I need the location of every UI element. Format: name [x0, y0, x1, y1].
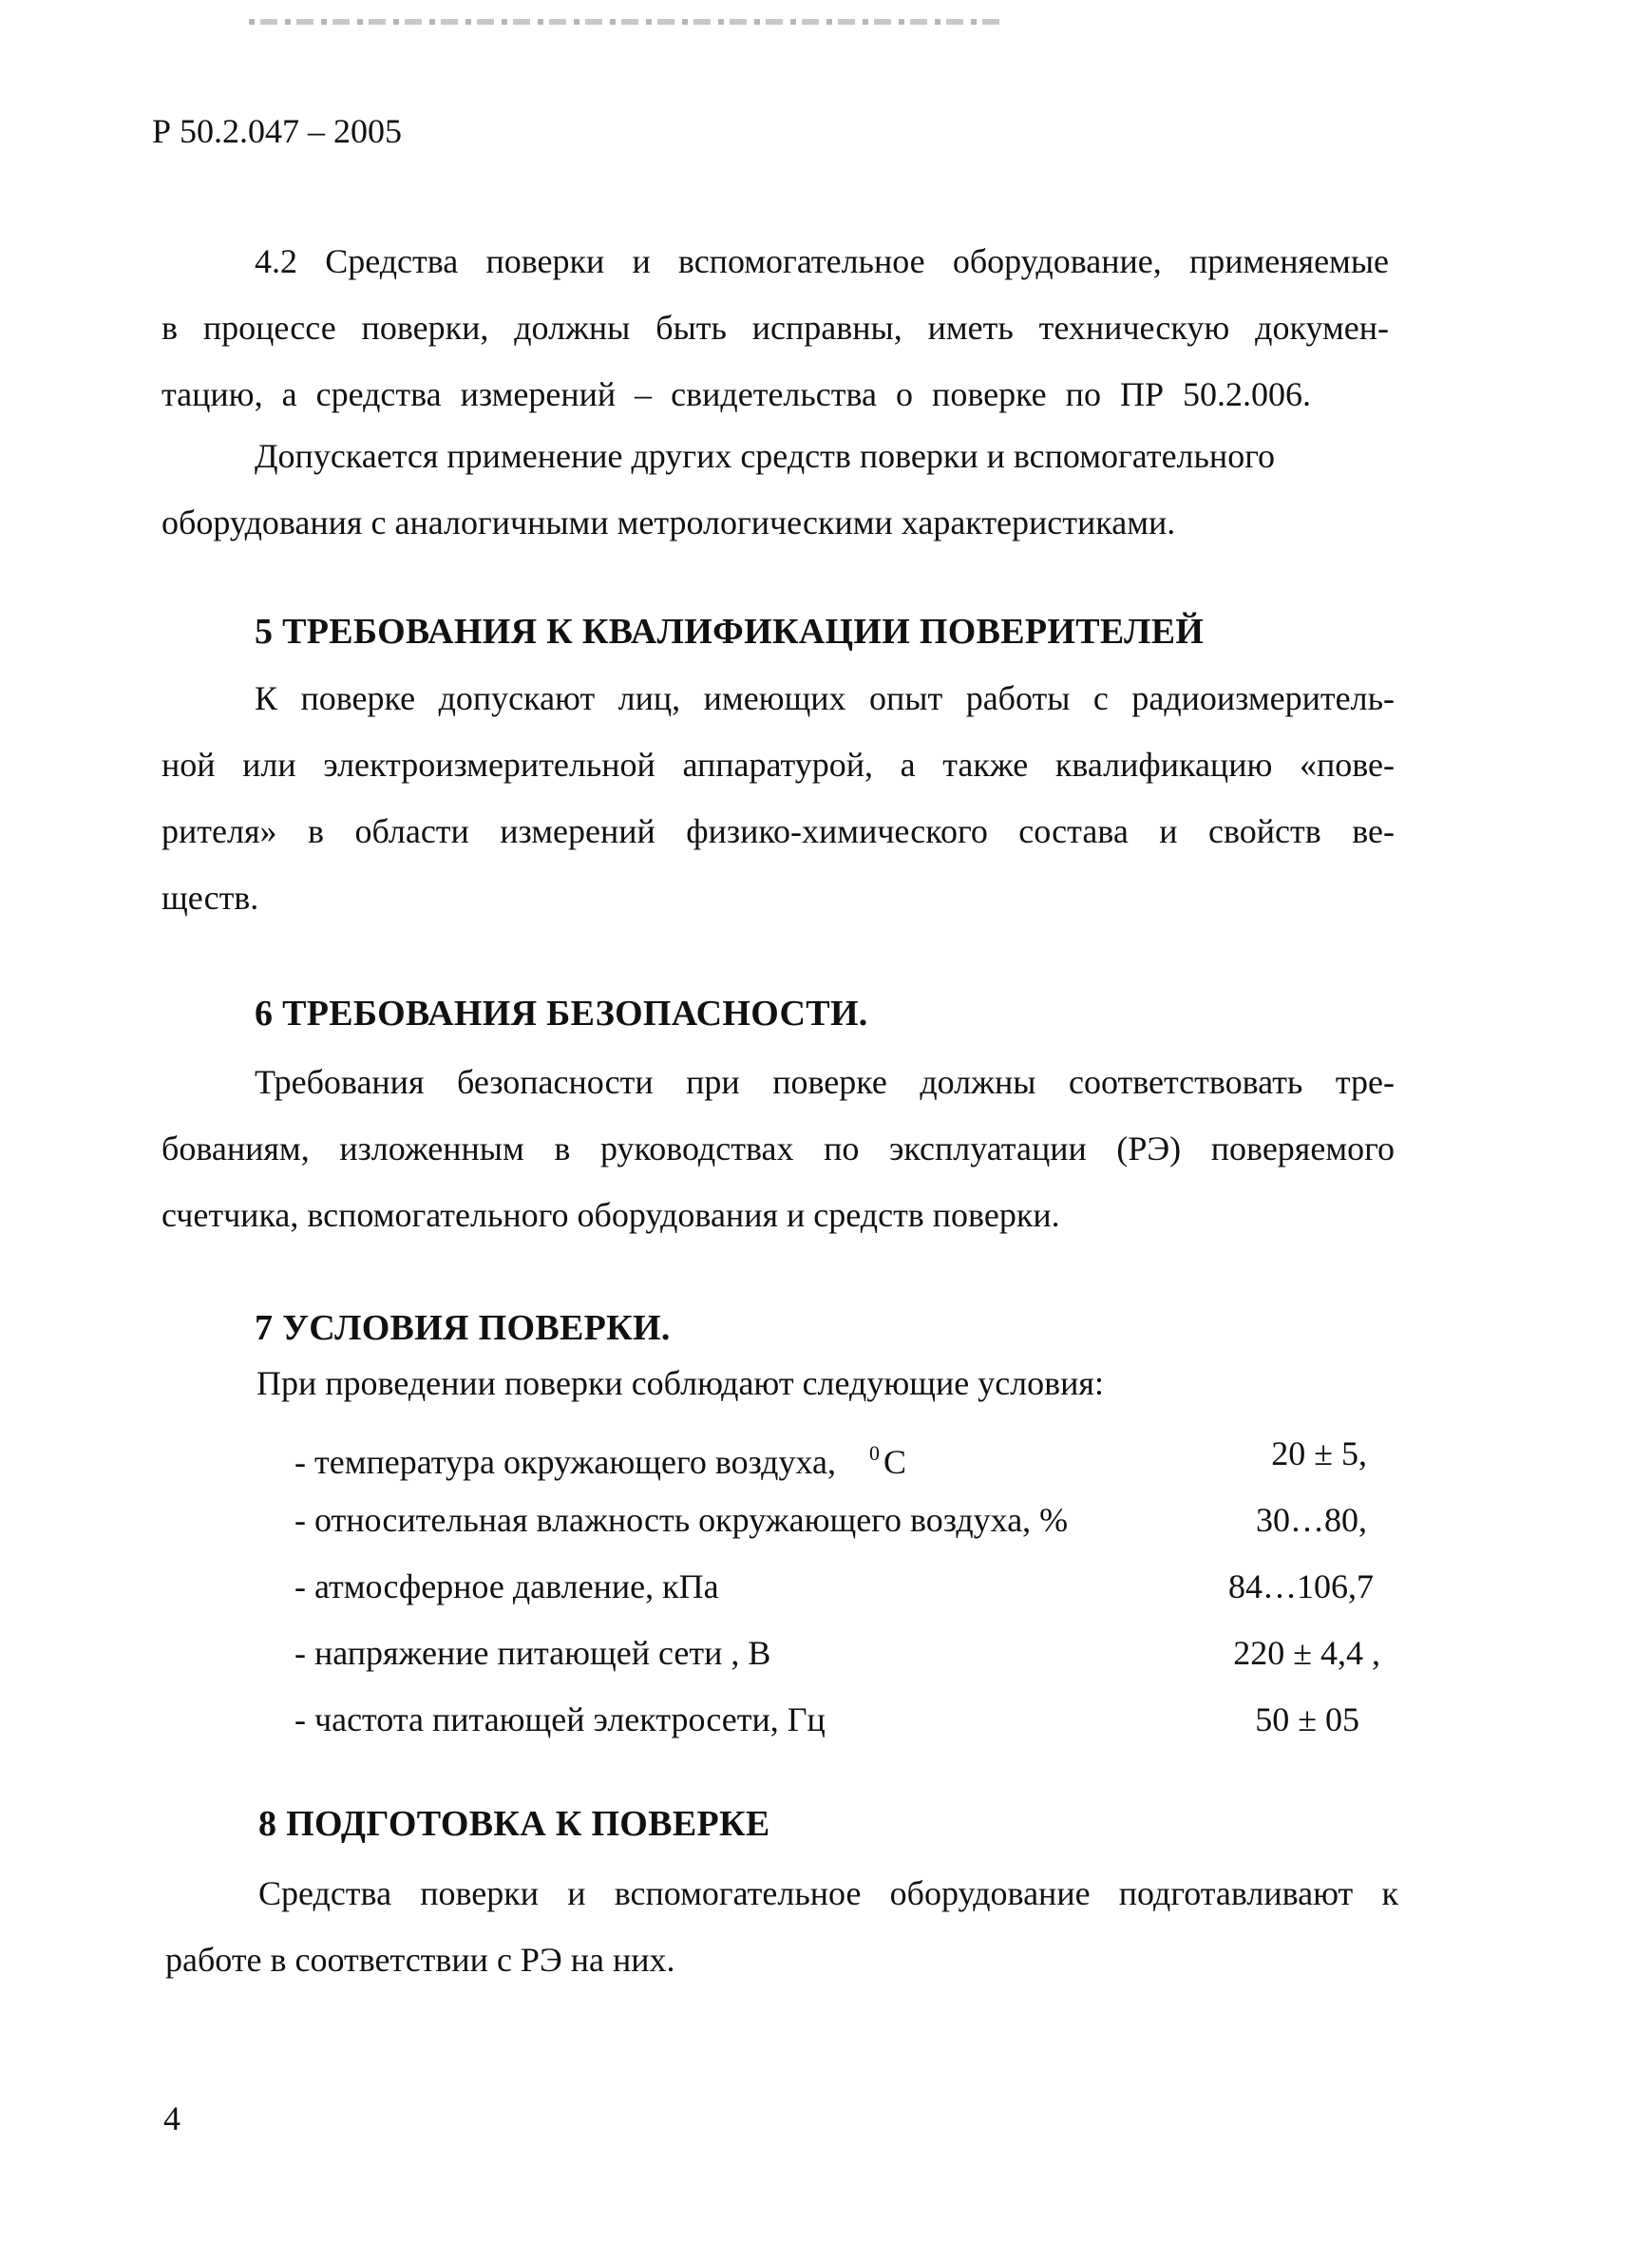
- text-line: ной или электроизмерительной аппаратурой, а также квалификацию «пове-: [161, 746, 1395, 784]
- condition-frequency-value: 50 ± 05: [1255, 1700, 1359, 1738]
- text-line: рителя» в области измерений физико-химического состава и свойств ве-: [161, 812, 1395, 850]
- text-line: Средства поверки и вспомогательное оборудование подготавливают к: [258, 1874, 1398, 1912]
- condition-humidity-value: 30…80,: [1256, 1501, 1367, 1539]
- text-line: в процессе поверки, должны быть исправны, иметь техническую докумен-: [161, 309, 1389, 347]
- text-line: бованиям, изложенным в руководствах по эксплуатации (РЭ) поверяемого: [161, 1130, 1395, 1167]
- section-6-heading: 6 ТРЕБОВАНИЯ БЕЗОПАСНОСТИ.: [255, 994, 868, 1034]
- condition-voltage-label: - напряжение питающей сети , В: [294, 1634, 771, 1672]
- condition-pressure-label: - атмосферное давление, кПа: [294, 1567, 719, 1605]
- condition-pressure-value: 84…106,7: [1228, 1567, 1374, 1605]
- condition-label-text: - температура окружающего воздуха,: [294, 1443, 837, 1481]
- text-line: счетчика, вспомогательного оборудования и средств поверки.: [161, 1196, 1060, 1234]
- text-line: оборудования с аналогичными метрологическими характеристиками.: [161, 503, 1176, 541]
- condition-voltage-value: 220 ± 4,4 ,: [1233, 1634, 1380, 1672]
- condition-unit: С: [883, 1443, 907, 1481]
- text-line: тацию, а средства измерений – свидетельства о поверке по ПР 50.2.006.: [161, 375, 1311, 413]
- section-6-body: [161, 1049, 1395, 1248]
- page-number: 4: [163, 2099, 180, 2137]
- text-line: работе в соответствии с РЭ на них.: [165, 1941, 675, 1979]
- paragraph-4-2: [161, 228, 1389, 427]
- text-line: К поверке допускают лиц, имеющих опыт работы с радиоизмеритель-: [255, 679, 1395, 717]
- degree-superscript: 0: [869, 1441, 881, 1465]
- scan-artifact: [249, 19, 999, 25]
- section-5-body: [161, 665, 1395, 931]
- section-8-heading: 8 ПОДГОТОВКА К ПОВЕРКЕ: [258, 1804, 770, 1844]
- condition-temperature-label: [294, 1433, 906, 1483]
- section-7-intro: При проведении поверки соблюдают следующие условия:: [256, 1364, 1104, 1402]
- condition-frequency-label: - частота питающей электросети, Гц: [294, 1700, 826, 1738]
- text-line: Требования безопасности при поверке должны соответствовать тре-: [255, 1063, 1395, 1101]
- condition-temperature-value: 20 ± 5,: [1271, 1434, 1367, 1472]
- section-8-body: [165, 1860, 1398, 1993]
- document-code: Р 50.2.047 – 2005: [152, 112, 403, 150]
- paragraph-allowed-equipment: [161, 423, 1389, 556]
- text-line: Допускается применение других средств поверки и вспомогательного: [255, 437, 1276, 475]
- text-line: ществ.: [161, 879, 259, 917]
- condition-humidity-label: - относительная влажность окружающего воздуха, %: [294, 1501, 1069, 1539]
- text-line: 4.2 Средства поверки и вспомогательное оборудование, применяемые: [255, 242, 1389, 280]
- section-5-heading: 5 ТРЕБОВАНИЯ К КВАЛИФИКАЦИИ ПОВЕРИТЕЛЕЙ: [255, 612, 1205, 652]
- section-7-heading: 7 УСЛОВИЯ ПОВЕРКИ.: [255, 1308, 671, 1348]
